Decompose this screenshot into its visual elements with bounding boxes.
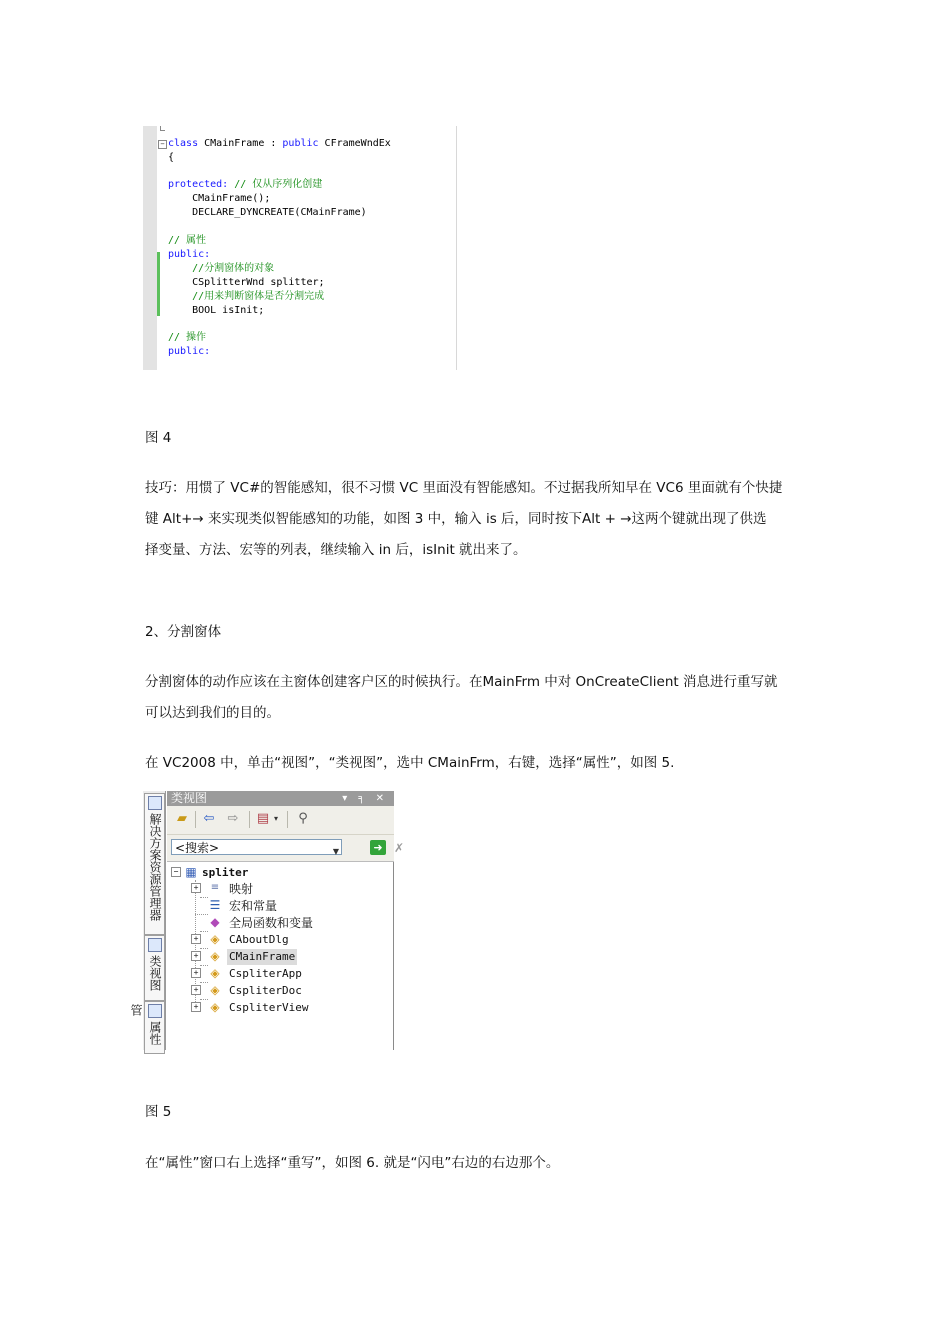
class-view-icon	[148, 938, 162, 952]
maps-icon: ≡	[210, 882, 220, 893]
code-line-6: // 属性	[168, 235, 207, 246]
split-paragraph	[145, 667, 810, 729]
clear-search-icon[interactable]: ✗	[394, 841, 405, 855]
tree-root-spliter[interactable]: spliter	[202, 866, 249, 879]
toolbar-separator	[287, 811, 288, 828]
class-view-title-bar	[167, 791, 394, 806]
class-icon: ◈	[210, 1000, 220, 1014]
toolbar-separator	[249, 811, 250, 828]
side-tab-strip	[129, 791, 166, 1050]
class-icon: ◈	[210, 966, 220, 980]
code-screenshot	[143, 126, 457, 370]
properties-icon	[148, 1004, 162, 1018]
class-icon: ◈	[210, 932, 220, 946]
figure-4-caption: 图 4	[145, 430, 172, 446]
search-placeholder: <搜索>	[175, 841, 220, 855]
code-line-1: class CMainFrame : public CFrameWndEx	[168, 138, 391, 149]
toolbar-separator	[195, 811, 196, 828]
figure-5-caption: 图 5	[145, 1104, 172, 1120]
tree-connector	[200, 965, 208, 966]
class-tree	[167, 862, 394, 1050]
fold-tick	[160, 126, 165, 131]
section-heading: 2、分割窗体	[145, 624, 222, 640]
expand-icon[interactable]: +	[191, 883, 201, 893]
tree-connector	[200, 897, 208, 898]
back-arrow-icon[interactable]: ⇦	[203, 811, 215, 826]
code-line-11: BOOL isInit;	[168, 305, 265, 316]
tree-connector	[200, 931, 208, 932]
code-line-13: public:	[168, 346, 211, 357]
tree-connector	[200, 982, 208, 983]
collapse-icon: −	[158, 140, 167, 149]
tree-item-cmainframe[interactable]: CMainFrame	[229, 950, 296, 963]
find-symbol-icon[interactable]: ⚲	[298, 811, 308, 826]
tip-paragraph	[145, 473, 810, 566]
code-line-10: //用来判断窗体是否分割完成	[168, 291, 325, 302]
tip-line-2: 键 Alt+→ 来实现类似智能感知的功能，如图 3 中，输入 is 后，同时按下Alt + →这两个键就出现了供选	[145, 511, 767, 527]
class-view-screenshot	[129, 791, 405, 1050]
code-line-5: DECLARE_DYNCREATE(CMainFrame)	[168, 207, 367, 218]
code-line-4: CMainFrame();	[168, 193, 271, 204]
class-icon: ◈	[210, 949, 220, 963]
tree-connector	[195, 914, 208, 915]
code-line-2: {	[168, 152, 175, 163]
folder-icon[interactable]: ▰	[177, 811, 187, 826]
tree-item-cspliterapp[interactable]: CspliterApp	[229, 967, 302, 980]
split-line-1: 分割窗体的动作应该在主窗体创建客户区的时候执行。在MainFrm 中对 OnCreateClient 消息进行重写就	[145, 674, 778, 690]
expand-icon[interactable]: +	[191, 1002, 201, 1012]
tree-connector	[200, 999, 208, 1000]
code-line-9: CSplitterWnd splitter;	[168, 277, 325, 288]
side-tab-class-view[interactable]: 类视图	[144, 935, 165, 1001]
search-input[interactable]	[171, 839, 342, 855]
tree-item-macros-constants[interactable]: 宏和常量	[229, 899, 278, 913]
chevron-down-icon[interactable]: ▾	[273, 814, 278, 823]
class-view-title: 类视图	[171, 791, 208, 805]
solution-explorer-icon	[148, 796, 162, 810]
code-line-3: protected: // 仅从序列化创建	[168, 179, 323, 190]
tree-item-caboutdlg[interactable]: CAboutDlg	[229, 933, 289, 946]
class-icon: ◈	[210, 983, 220, 997]
side-tab-solution-explorer[interactable]: 解决方案资源管理器	[144, 793, 165, 935]
project-icon: ▦	[185, 865, 197, 879]
expand-icon[interactable]: +	[191, 985, 201, 995]
expand-icon[interactable]: +	[191, 934, 201, 944]
code-line-12: // 操作	[168, 332, 207, 343]
code-line-7: public:	[168, 249, 211, 260]
split-line-2: 可以达到我们的目的。	[145, 705, 280, 721]
tree-item-cspliterview[interactable]: CspliterView	[229, 1001, 309, 1014]
chevron-down-icon[interactable]: ▼	[332, 847, 339, 856]
vc2008-paragraph: 在 VC2008 中，单击“视图”，“类视图”，选中 CMainFrm，右键，选择“属性”，如图 5.	[145, 755, 675, 771]
collapse-icon[interactable]: −	[171, 867, 181, 877]
global-functions-icon: ◆	[210, 915, 220, 929]
tree-item-global-functions-variables[interactable]: 全局函数和变量	[229, 916, 314, 930]
macros-constants-icon: ☰	[209, 898, 221, 912]
window-controls[interactable]: ▾ ╕ ✕	[342, 793, 388, 804]
code-line-8: //分割窗体的对象	[168, 263, 275, 274]
tip-line-3: 择变量、方法、宏等的列表，继续输入 in 后，isInit 就出来了。	[145, 542, 527, 558]
tree-item-cspliterdoc[interactable]: CspliterDoc	[229, 984, 302, 997]
search-row	[167, 835, 405, 862]
tip-line-1: 技巧：用惯了 VC#的智能感知，很不习惯 VC 里面没有智能感知。不过据我所知早在 VC6 里面就有个快捷	[145, 480, 783, 496]
expand-icon[interactable]: +	[191, 968, 201, 978]
change-bar	[157, 252, 160, 316]
final-paragraph: 在“属性”窗口右上选择“重写”，如图 6. 就是“闪电”右边的右边那个。	[145, 1155, 560, 1171]
go-search-icon[interactable]: ➜	[370, 840, 386, 855]
tree-connector	[200, 948, 208, 949]
forward-arrow-icon[interactable]: ⇨	[227, 811, 239, 826]
class-view-settings-icon[interactable]: ▤	[256, 811, 270, 826]
expand-icon[interactable]: +	[191, 951, 201, 961]
side-tab-properties[interactable]: 属性管	[144, 1001, 165, 1054]
tree-item-maps[interactable]: 映射	[229, 882, 254, 896]
class-view-toolbar	[167, 806, 394, 835]
code-gutter	[143, 126, 157, 370]
